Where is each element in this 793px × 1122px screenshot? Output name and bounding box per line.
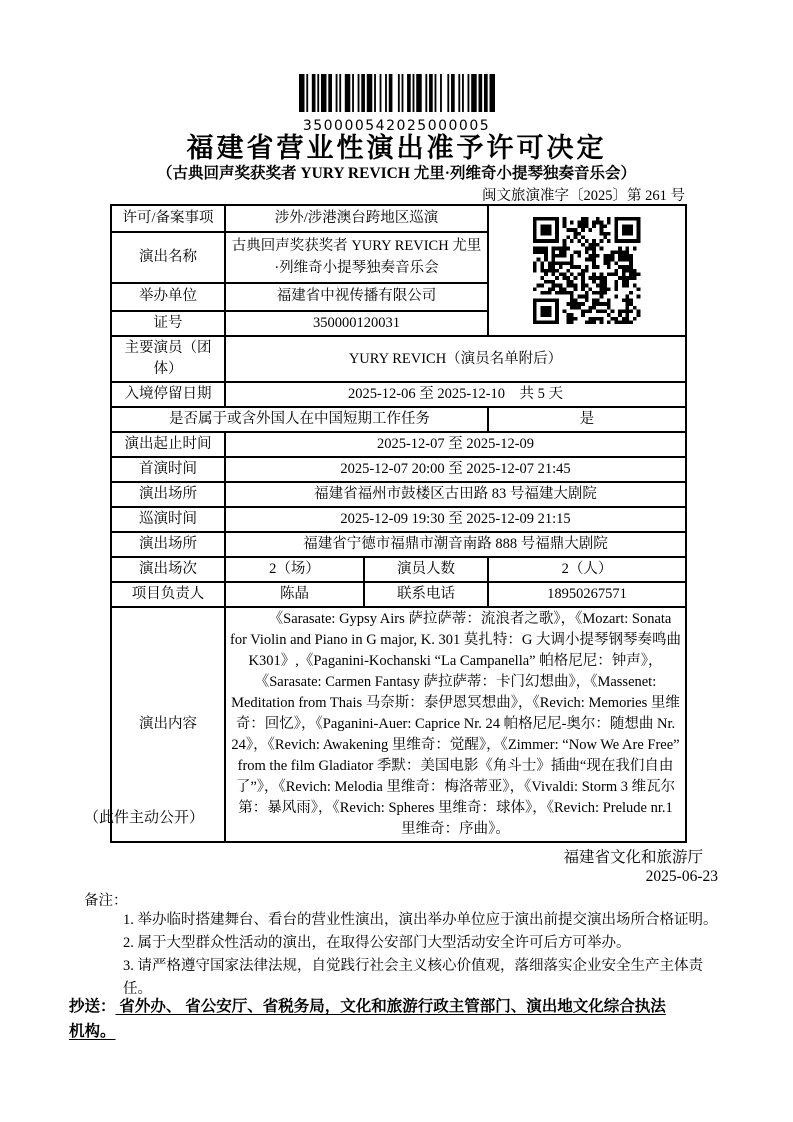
permit-item-value: 涉外/涉港澳台跨地区巡演 [225,205,488,232]
main-performers-value: YURY REVICH（演员名单附后） [225,336,686,382]
contact-phone-label: 联系电话 [364,582,488,607]
entry-stay-label: 入境停留日期 [111,382,225,407]
barcode-icon [299,74,495,112]
qr-code-icon [493,217,681,324]
note-item: 2. 属于大型群众性活动的演出，在取得公安部门大型活动安全许可后方可举办。 [123,935,631,951]
table-row [111,407,686,432]
venue1-label: 演出场所 [111,482,225,507]
venue1-value: 福建省福州市鼓楼区古田路 83 号福建大剧院 [225,482,686,507]
show-period-value: 2025-12-07 至 2025-12-09 [225,432,686,457]
table-row [111,557,686,582]
contact-phone-value: 18950267571 [488,582,686,607]
foreign-work-value: 是 [488,407,686,432]
table-row [111,205,686,232]
project-manager-label: 项目负责人 [111,582,225,607]
cc-label: 抄送： [69,998,116,1015]
cert-no-value: 350000120031 [225,311,488,336]
notes-list [123,909,729,1001]
table-row [111,532,686,557]
permit-item-label: 许可/备案事项 [111,205,225,232]
main-performers-label: 主要演员（团体） [111,336,225,382]
table-row [111,336,686,382]
table-row [111,582,686,607]
page-subtitle: （古典回声奖获奖者 YURY REVICH 尤里·列维奇小提琴独奏音乐会） [157,165,636,182]
table-row [111,382,686,407]
tour-time-label: 巡演时间 [111,507,225,532]
qr-cell [488,205,686,336]
permit-table [110,204,687,843]
show-count-value: 2（场） [225,557,364,582]
cert-no-label: 证号 [111,311,225,336]
foreign-work-label: 是否属于或含外国人在中国短期工作任务 [111,407,488,432]
barcode-block [0,74,793,134]
organizer-label: 举办单位 [111,283,225,311]
premiere-time-label: 首演时间 [111,457,225,482]
table-row [111,432,686,457]
notes-label: 备注： [84,893,128,909]
content-label: 演出内容 [111,607,225,842]
issuer-name: 福建省文化和旅游厅 [563,849,703,866]
barcode-number: 350000542025000005 [302,118,491,134]
venue2-value: 福建省宁德市福鼎市潮音南路 888 号福鼎大剧院 [225,532,686,557]
show-period-label: 演出起止时间 [111,432,225,457]
organizer-value: 福建省中视传播有限公司 [225,283,488,311]
show-name-label: 演出名称 [111,232,225,283]
note-item: 1. 举办临时搭建舞台、看台的营业性演出，演出举办单位应于演出前提交演出场所合格证明。 [123,912,718,928]
entry-stay-value: 2025-12-06 至 2025-12-10 共 5 天 [225,382,686,407]
show-count-label: 演出场次 [111,557,225,582]
cc-line [69,994,673,1044]
content-text: 《Sarasate: Gypsy Airs 萨拉萨蒂：流浪者之歌》，《Mozart: Sonata for Violin and Piano in G major, K. 301 莫扎特：G 大调小提琴钢琴奏鸣曲 K301》,《Paganini-Kochanski “La Campanella” 帕格尼尼：钟声》，《Sarasate: Carmen Fantasy 萨拉萨蒂：卡门幻想曲》，《Massenet: Meditation from Thais 马奈斯：泰伊恩冥想曲》，《Revich: Memories 里维奇：回忆》，《Paganini-Auer: Caprice Nr. 24 帕格尼尼-奥尔：随想曲 Nr. 24》，《Revich: Awakening 里维奇：觉醒》，《Zimmer: “Now We Are Free” from the film Gladiator 季默：美国电影《角斗士》插曲“现在我们自由了”》，《Revich: Melodia 里维奇：梅洛蒂亚》，《Vivaldi: Storm 3 维瓦尔第：暴风雨》，《Revich: Spheres 里维奇：球体》，《Revich: Prelude nr.1 里维奇：序曲》。 [230,611,681,838]
show-name-value: 古典回声奖获奖者 YURY REVICH 尤里·列维奇小提琴独奏音乐会 [225,232,488,283]
performer-count-label: 演员人数 [364,557,488,582]
issue-date: 2025-06-23 [645,868,718,885]
table-row [111,457,686,482]
table-row [111,507,686,532]
venue2-label: 演出场所 [111,532,225,557]
page-title: 福建省营业性演出准予许可决定 [186,133,607,163]
note-item: 3. 请严格遵守国家法律法规，自觉践行社会主义核心价值观，落细落实企业安全生产主体责任。 [123,958,703,997]
premiere-time-value: 2025-12-07 20:00 至 2025-12-07 21:45 [225,457,686,482]
tour-time-value: 2025-12-09 19:30 至 2025-12-09 21:15 [225,507,686,532]
performer-count-value: 2（人） [488,557,686,582]
content-value [225,607,686,842]
project-manager-value: 陈晶 [225,582,364,607]
document-reference-number: 闽文旅演准字〔2025〕第 261 号 [482,188,685,204]
table-row [111,482,686,507]
disclosure-note: （此件主动公开） [84,810,205,826]
cc-text: 省外办、 省公安厅、省税务局，文化和旅游行政主管部门、演出地文化综合执法机构。 [69,998,666,1040]
